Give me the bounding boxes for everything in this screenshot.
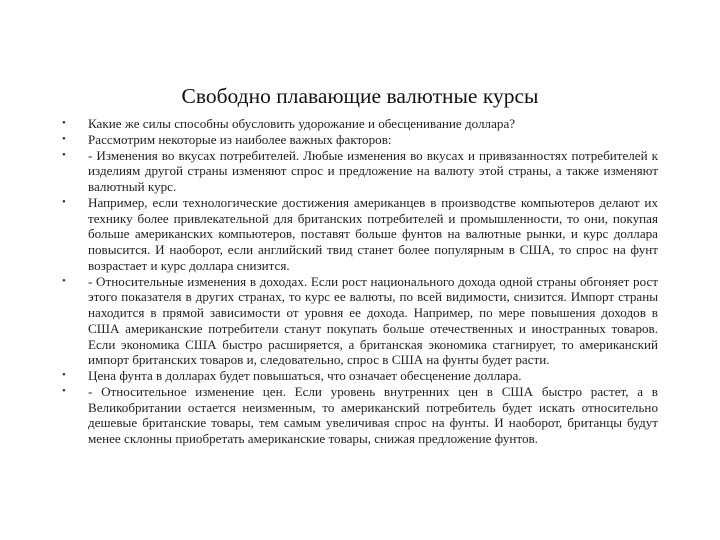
bullet-dot-icon: • bbox=[62, 274, 66, 287]
bullet-dot-icon: • bbox=[62, 148, 66, 161]
bullet-text: Цена фунта в долларах будет повышаться, что означает обесценение доллара. bbox=[88, 368, 522, 383]
bullet-dot-icon: • bbox=[62, 117, 66, 129]
bullet-item bbox=[62, 274, 658, 369]
bullet-dot-icon: • bbox=[62, 369, 66, 381]
bullet-text: - Относительное изменение цен. Если уровень внутренних цен в США быстро растет, а в Великобритании остается неизменным, то американский потребитель будет искать относительно дешевые британские товары, тем самым увеличивая спрос на фунты. И наоборот, британцы будут менее склонны приобретать американские товары, снижая предложение фунтов. bbox=[88, 383, 658, 446]
bullet-list bbox=[62, 116, 658, 447]
bullet-item bbox=[62, 148, 658, 195]
bullet-dot-icon: • bbox=[62, 195, 66, 208]
bullet-item bbox=[62, 116, 658, 132]
bullet-dot-icon: • bbox=[62, 384, 66, 397]
bullet-text: - Изменения во вкусах потребителей. Любые изменения во вкусах и привязанностях потребителей к изделиям другой страны изменяют спрос и предложение на валюту этой страны, а также изменяют валютный курс. bbox=[88, 147, 658, 194]
bullet-item bbox=[62, 195, 658, 274]
bullet-text: Какие же силы способны обусловить удорожание и обесценивание доллара? bbox=[88, 116, 516, 131]
bullet-item bbox=[62, 368, 658, 384]
bullet-text: Рассмотрим некоторые из наиболее важных факторов: bbox=[88, 131, 392, 147]
bullet-item bbox=[62, 384, 658, 447]
bullet-text: Например, если технологические достижения американцев в производстве компьютеров делают их технику более привлекательной для британских потребителей и промышленности, то они, покупая больше американских компьютеров, поставят больше фунтов на валютные рынки, и курс доллара повысится. И наоборот, если английский твид станет более популярным в США, то спрос на фунт возрастает и курс доллара снизится. bbox=[88, 194, 658, 273]
bullet-item bbox=[62, 132, 658, 148]
bullet-text: - Относительные изменения в доходах. Если рост национального дохода одной страны обгоняет рост этого показателя в других странах, то курс ее валюты, по всей видимости, снизится. Импорт страны находится в прямой зависимости от уровня ее дохода. Например, по мере повышения доходов в США американские потребители станут покупать больше отечественных и иностранных товаров. Если экономика США быстро расширяется, а британская экономика стагнирует, то американский импорт британских товаров и, следовательно, спрос в США на фунты будет расти. bbox=[88, 273, 658, 368]
slide-title: Свободно плавающие валютные курсы bbox=[181, 84, 539, 108]
bullet-dot-icon: • bbox=[62, 132, 66, 145]
